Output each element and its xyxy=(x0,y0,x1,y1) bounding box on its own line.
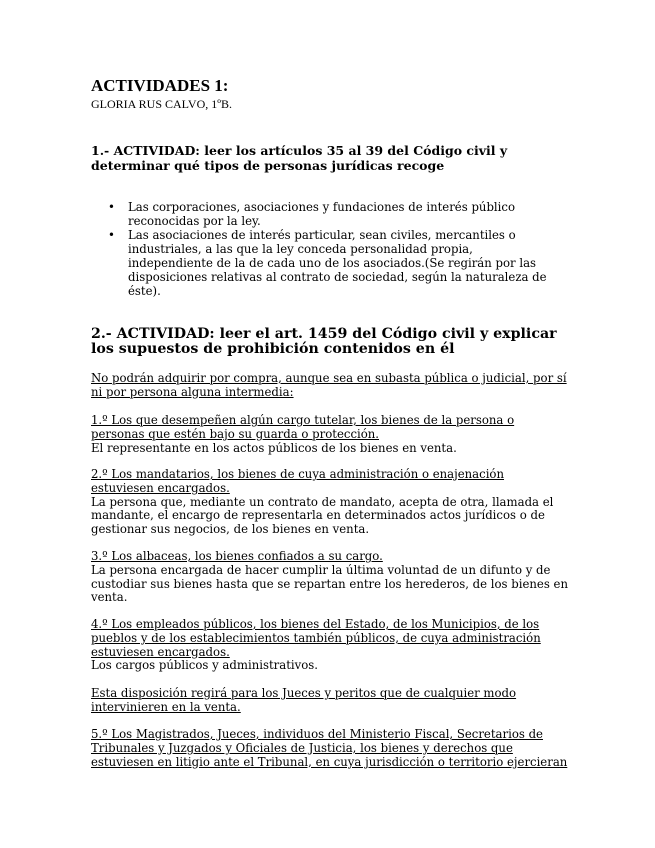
activity2-intro: No podrán adquirir por compra, aunque sea en subasta pública o judicial, por sí ni por persona alguna intermedia: xyxy=(91,371,567,399)
bullet-icon: • xyxy=(108,228,115,242)
author-line: GLORIA RUS CALVO, 1ºB. xyxy=(91,97,232,111)
article-text: 4.º Los empleados públicos, los bienes del Estado, de los Municipios, de los pueblos y de los establecimientos también públicos, de cuya administración estuviesen encargados. xyxy=(91,617,541,659)
article-explanation: La persona encargada de hacer cumplir la última voluntad de un difunto y de custodiar sus bienes hasta que se repartan entre los herederos, de los bienes en venta. xyxy=(91,562,568,605)
article-text: 2.º Los mandatarios, los bienes de cuya administración o enajenación estuviesen encargados. xyxy=(91,467,505,495)
activity2-heading: 2.- ACTIVIDAD: leer el art. 1459 del Código civil y explicar los supuestos de prohibición contenidos en él xyxy=(91,326,557,357)
list-item-text: Las corporaciones, asociaciones y fundaciones de interés público reconocidas por la ley. xyxy=(128,200,515,228)
article-note: Esta disposición regirá para los Jueces y peritos que de cualquier modo intervinieren en la venta. xyxy=(91,686,517,714)
article-explanation: El representante en los actos públicos de los bienes en venta. xyxy=(91,440,457,455)
document-title: ACTIVIDADES 1: xyxy=(91,76,229,95)
article-explanation: La persona que, mediante un contrato de mandato, acepta de otra, llamada el mandante, el encargo de representarla en determinados actos jurídicos o de gestionar sus negocios, de los bienes en venta. xyxy=(91,494,554,537)
list-item xyxy=(91,200,561,228)
list-item xyxy=(91,228,561,298)
bullet-icon: • xyxy=(108,200,115,214)
article-item-5: 5.º Los Magistrados, Jueces, individuos del Ministerio Fiscal, Secretarios de Tribunales y Juzgados y Oficiales de Justicia, los bienes y derechos que estuviesen en litigio ante el Tribunal, en cuya jurisdicción o territorio ejercieran xyxy=(91,727,568,769)
article-item-3 xyxy=(91,550,569,605)
list-item-text: Las asociaciones de interés particular, sean civiles, mercantiles o industriales, a las que la ley conceda personalidad propia, independiente de la de cada uno de los asociados.(Se regirán por las disposiciones relativas al contrato de sociedad, según la naturaleza de éste). xyxy=(128,228,547,298)
article-item-1 xyxy=(91,414,569,455)
article-text: 3.º Los albaceas, los bienes confiados a su cargo. xyxy=(91,549,383,563)
article-explanation: Los cargos públicos y administrativos. xyxy=(91,658,318,673)
activity1-bullet-list xyxy=(91,200,561,298)
article-text: 1.º Los que desempeñen algún cargo tutelar, los bienes de la persona o personas que estén bajo su guarda o protección. xyxy=(91,413,515,441)
article-item-4 xyxy=(91,618,569,673)
article-item-2 xyxy=(91,468,569,537)
activity1-heading: 1.- ACTIVIDAD: leer los artículos 35 al 39 del Código civil y determinar qué tipos de personas jurídicas recoge xyxy=(91,143,508,173)
